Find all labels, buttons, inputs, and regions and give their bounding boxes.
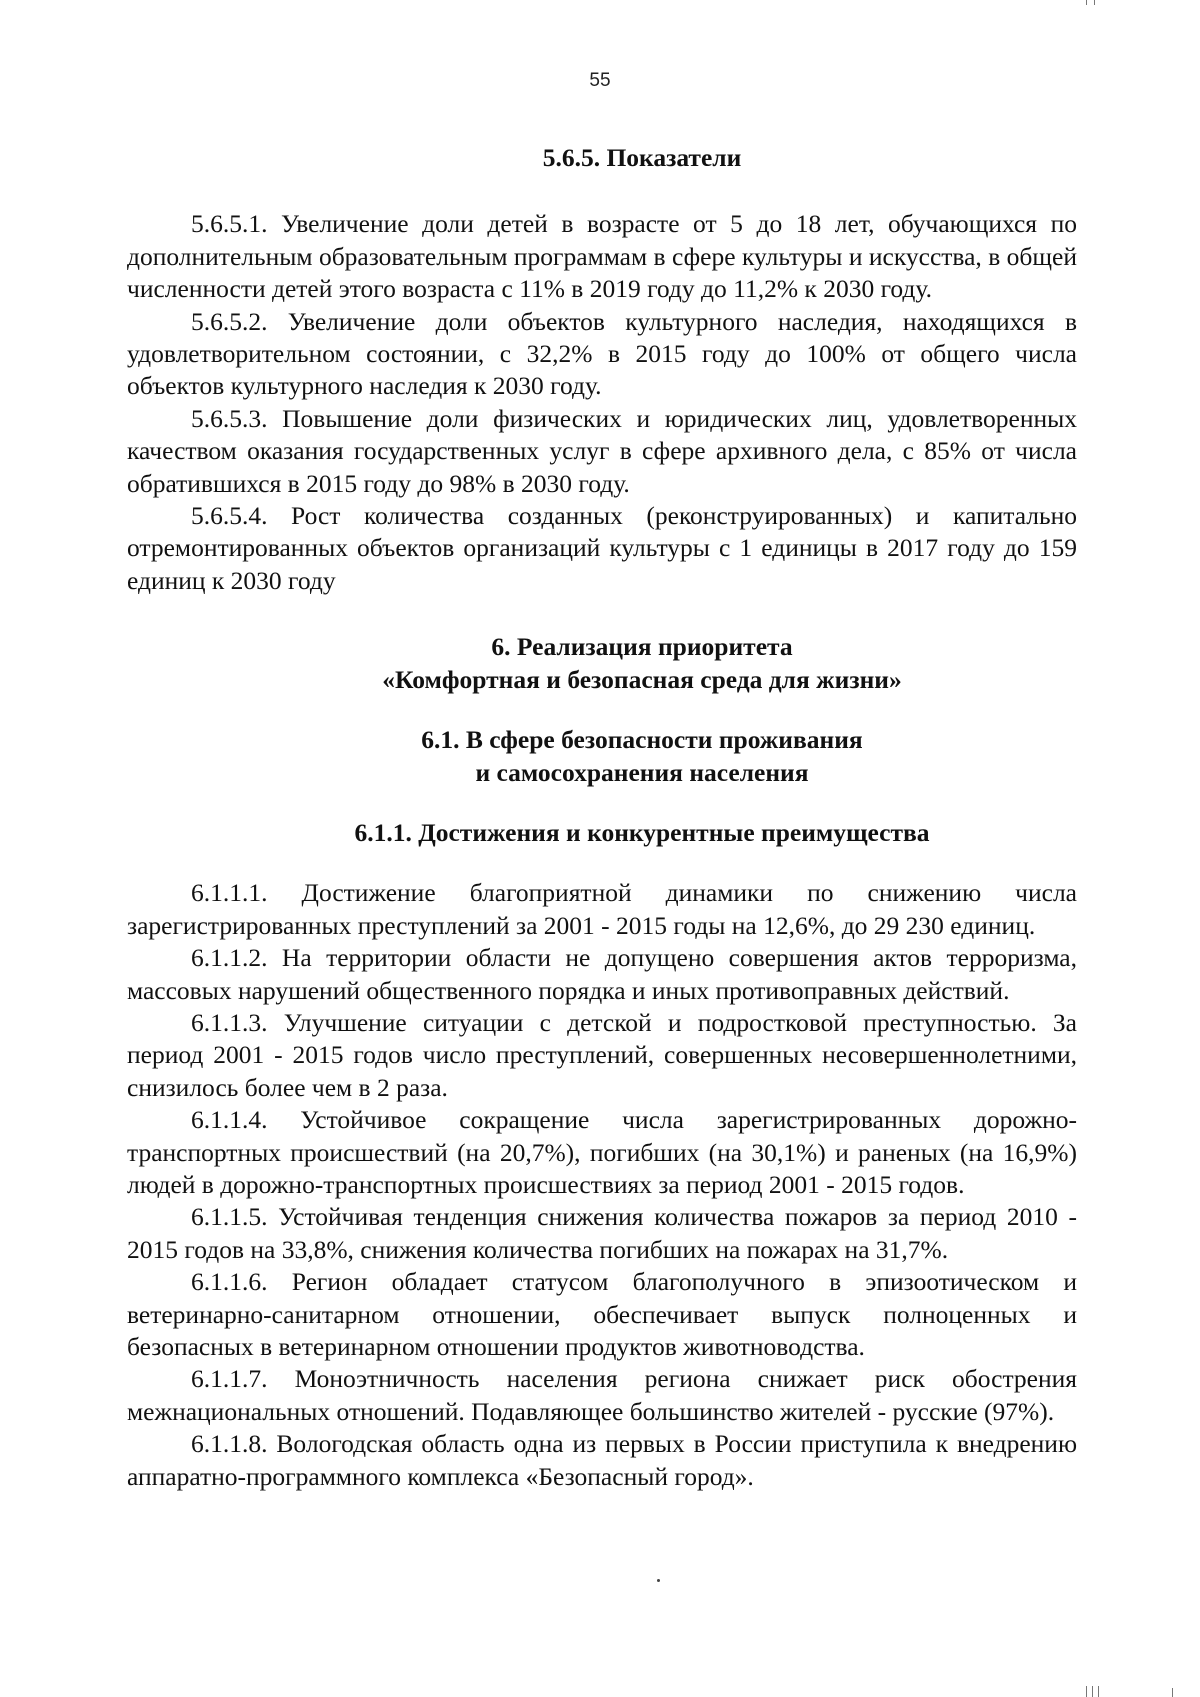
scan-speck bbox=[657, 1579, 660, 1582]
paragraph: 6.1.1.2. На территории области не допущено совершения актов терроризма, массовых нарушений общественного порядка и иных противоправных действий. bbox=[127, 943, 1077, 1005]
paragraph: 5.6.5.1. Увеличение доли детей в возрасте от 5 до 18 лет, обучающихся по дополнительным образовательным программам в сфере культуры и искусства, в общей численности детей этого возраста с 11% в 2019 году до 11,2% к 2030 году. bbox=[127, 209, 1077, 304]
heading-line: 6. Реализация приоритета bbox=[491, 632, 793, 662]
heading-line: 5.6.5. Показатели bbox=[542, 143, 742, 172]
scan-mark bbox=[1092, 1686, 1093, 1697]
document-body bbox=[127, 142, 1077, 1493]
section-heading-5-6-5 bbox=[127, 142, 1077, 174]
paragraph: 5.6.5.3. Повышение доли физических и юридических лиц, удовлетворенных качеством оказания государственных услуг в сфере архивного дела, с 85% от числа обратившихся в 2015 году до 98% в 2030 году. bbox=[127, 403, 1077, 498]
section-heading-6 bbox=[127, 631, 1077, 696]
scan-mark bbox=[1086, 0, 1087, 5]
paragraph: 6.1.1.1. Достижение благоприятной динамики по снижению числа зарегистрированных преступлений за 2001 - 2015 годы на 12,6%, до 29 230 единиц. bbox=[127, 878, 1077, 940]
paragraph: 6.1.1.6. Регион обладает статусом благополучного в эпизоотическом и ветеринарно-санитарном отношении, обеспечивает выпуск полноценных и безопасных в ветеринарном отношении продуктов животноводства. bbox=[127, 1267, 1077, 1361]
scan-mark bbox=[1094, 0, 1095, 5]
paragraph: 5.6.5.4. Рост количества созданных (реконструированных) и капитально отремонтированных объектов организаций культуры с 1 единицы в 2017 году до 159 единиц к 2030 году bbox=[127, 501, 1077, 595]
heading-line: 6.1. В сфере безопасности проживания bbox=[421, 725, 863, 755]
paragraph: 6.1.1.5. Устойчивая тенденция снижения количества пожаров за период 2010 - 2015 годов на 33,8%, снижения количества погибших на пожарах на 31,7%. bbox=[127, 1202, 1077, 1264]
paragraph: 5.6.5.2. Увеличение доли объектов культурного наследия, находящихся в удовлетворительном состоянии, с 32,2% в 2015 году до 100% от общего числа объектов культурного наследия к 2030 году. bbox=[127, 306, 1077, 401]
page-number: 55 bbox=[589, 70, 611, 91]
scan-mark bbox=[1098, 1686, 1099, 1697]
heading-line: и самосохранения населения bbox=[475, 757, 809, 787]
paragraph: 6.1.1.7. Моноэтничность населения региона снижает риск обострения межнациональных отношений. Подавляющее большинство жителей - русские (97%). bbox=[127, 1364, 1077, 1426]
heading-line: 6.1.1. Достижения и конкурентные преимущества bbox=[354, 817, 930, 847]
scan-mark bbox=[1086, 1686, 1087, 1697]
paragraph: 6.1.1.4. Устойчивое сокращение числа зарегистрированных дорожно-транспортных происшествий (на 20,7%), погибших (на 30,1%) и раненых (на 16,9%) людей в дорожно-транспортных происшествиях за период 2001 - 2015 годов. bbox=[127, 1105, 1077, 1199]
section-heading-6-1 bbox=[127, 724, 1077, 789]
paragraph: 6.1.1.3. Улучшение ситуации с детской и подростковой преступностью. За период 2001 - 2015 годов число преступлений, совершенных несовершеннолетними, снизилось более чем в 2 раза. bbox=[127, 1007, 1077, 1102]
section-heading-6-1-1 bbox=[127, 817, 1077, 849]
heading-line: «Комфортная и безопасная среда для жизни» bbox=[382, 664, 902, 694]
scan-mark bbox=[1172, 1688, 1173, 1697]
paragraph: 6.1.1.8. Вологодская область одна из первых в России приступила к внедрению аппаратно-программного комплекса «Безопасный город». bbox=[127, 1429, 1077, 1491]
